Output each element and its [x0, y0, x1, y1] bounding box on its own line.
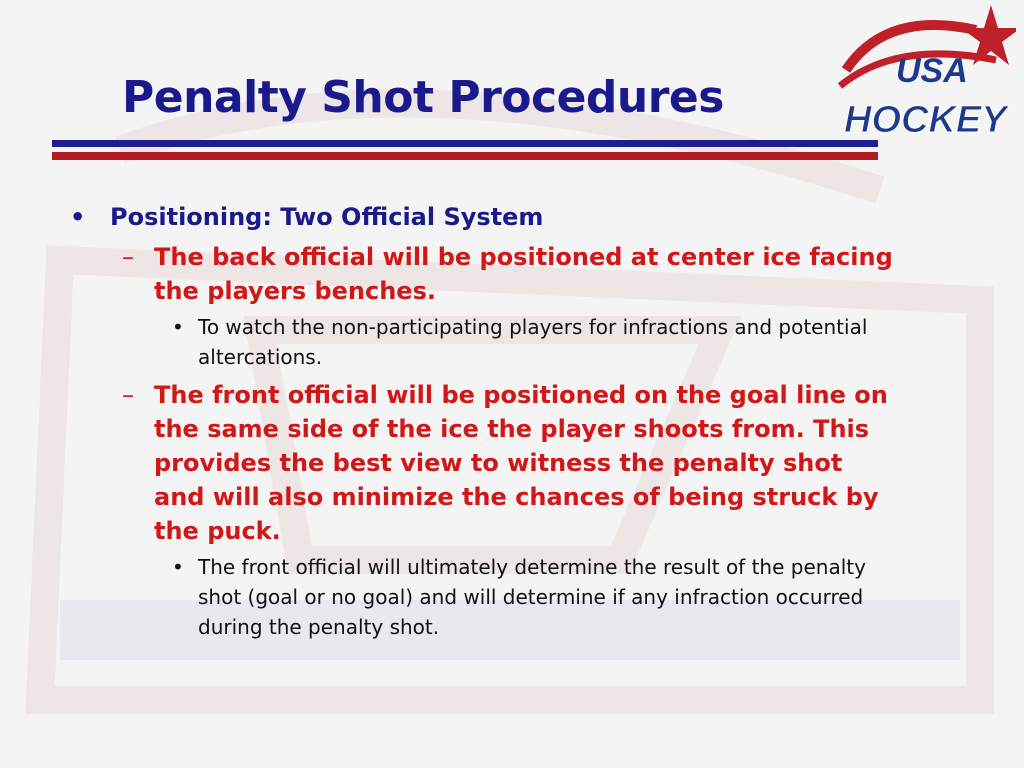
logo-usa-text: USA [896, 52, 968, 90]
dash-marker: – [122, 381, 134, 409]
title-rule-red [52, 152, 878, 160]
bullet-marker: • [70, 203, 86, 231]
bullet-text: The back official will be positioned at center ice facing the players benches. [154, 243, 893, 305]
usa-hockey-logo [826, 0, 1016, 140]
bullet-text: To watch the non-participating players for infractions and potential altercations. [198, 315, 868, 369]
dash-marker: – [122, 243, 134, 271]
slide-content [70, 200, 900, 642]
logo-hockey-text: HOCKEY [844, 99, 1007, 140]
bullet-marker: • [172, 555, 184, 579]
bullet-level2 [122, 240, 894, 308]
slide-title: Penalty Shot Procedures [122, 72, 724, 123]
bullet-level1 [70, 200, 900, 234]
bullet-text: Positioning: Two Official System [110, 203, 544, 231]
bullet-level2 [122, 378, 894, 548]
bullet-level3 [172, 312, 888, 372]
bullet-text: The front official will ultimately determine the result of the penalty shot (goal or no goal) and will determine if any infraction occurred during the penalty shot. [198, 555, 866, 639]
title-rule-blue [52, 140, 878, 147]
bullet-marker: • [172, 315, 184, 339]
bullet-text: The front official will be positioned on the goal line on the same side of the ice the player shoots from. This provides the best view to witness the penalty shot and will also minimize the chances of being struck by the puck. [154, 381, 888, 545]
bullet-level3 [172, 552, 888, 642]
